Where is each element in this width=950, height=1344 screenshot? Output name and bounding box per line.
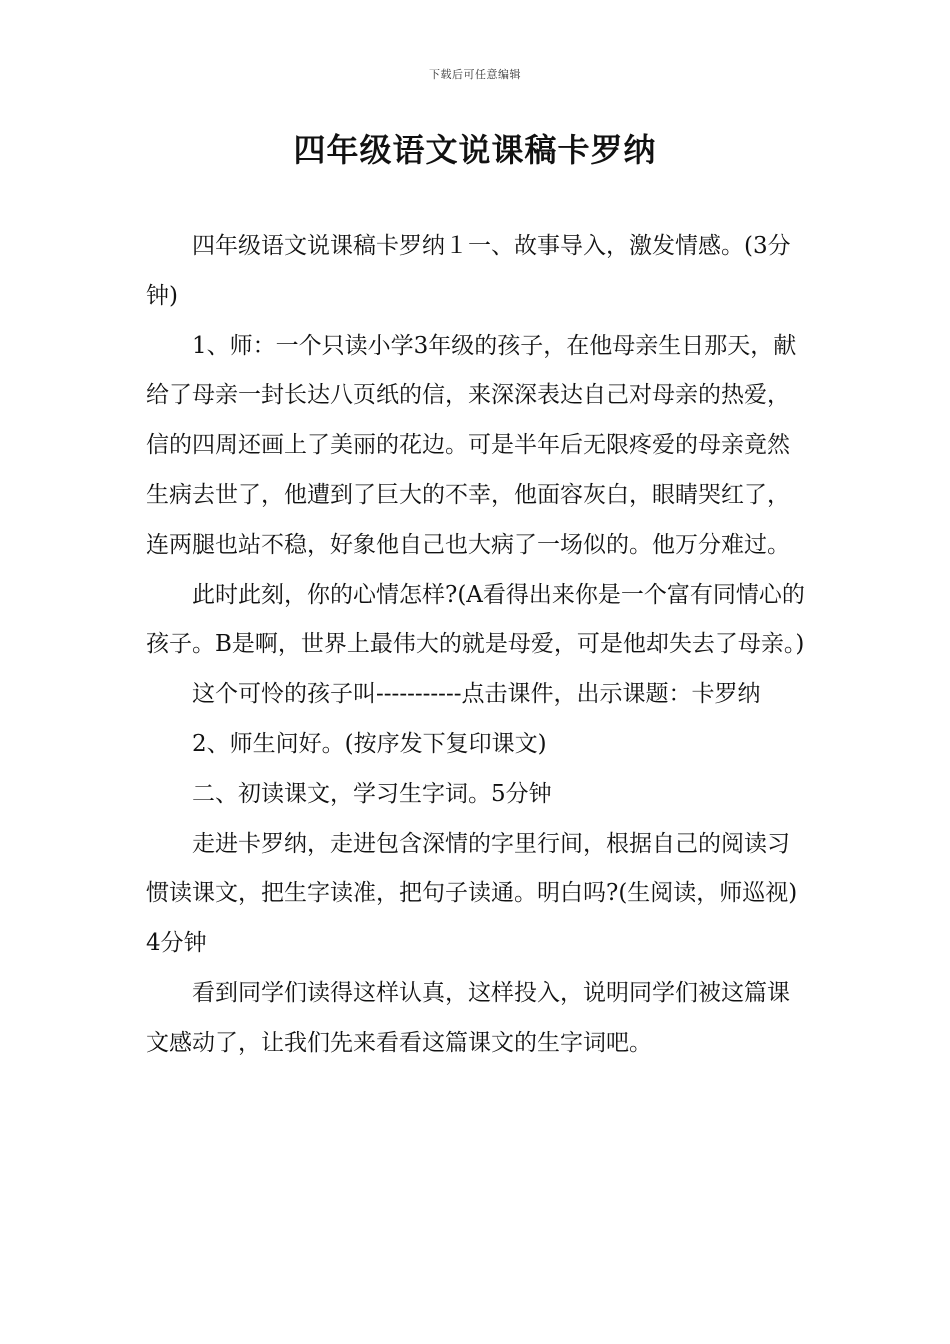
paragraph-greeting: 2、师生问好。(按序发下复印课文)	[192, 730, 547, 757]
document-body	[146, 222, 806, 1069]
paragraph-intro: 四年级语文说课稿卡罗纳１一、故事导入，激发情感。(3分钟)	[146, 233, 791, 309]
paragraph-story: 1、师：一个只读小学3年级的孩子，在他母亲生日那天，献给了母亲一封长达八页纸的信，来深深表达自己对母亲的热爱，信的四周还画上了美丽的花边。可是半年后无限疼爱的母亲竟然生病去世了，他遭到了巨大的不幸，他面容灰白，眼睛哭红了，连两腿也站不稳，好象他自己也大病了一场似的。他万分难过。	[146, 332, 797, 558]
paragraph-vocabulary: 看到同学们读得这样认真，这样投入，说明同学们被这篇课文感动了，让我们先来看看这篇课文的生字词吧。	[146, 979, 790, 1056]
paragraph-reading: 走进卡罗纳，走进包含深情的字里行间，根据自己的阅读习惯读课文，把生字读准，把句子读通。明白吗?(生阅读，师巡视)4分钟	[146, 830, 798, 957]
header-note: 下载后可任意编辑	[429, 68, 521, 81]
document-title: 四年级语文说课稿卡罗纳	[293, 131, 657, 169]
paragraph-section-two: 二、初读课文，学习生字词。5分钟	[192, 780, 552, 807]
paragraph-question: 此时此刻，你的心情怎样?(A看得出来你是一个富有同情心的孩子。B是啊，世界上最伟大的就是母爱，可是他却失去了母亲。)	[146, 581, 805, 658]
paragraph-topic: 这个可怜的孩子叫-----------点击课件，出示课题：卡罗纳	[192, 681, 761, 708]
